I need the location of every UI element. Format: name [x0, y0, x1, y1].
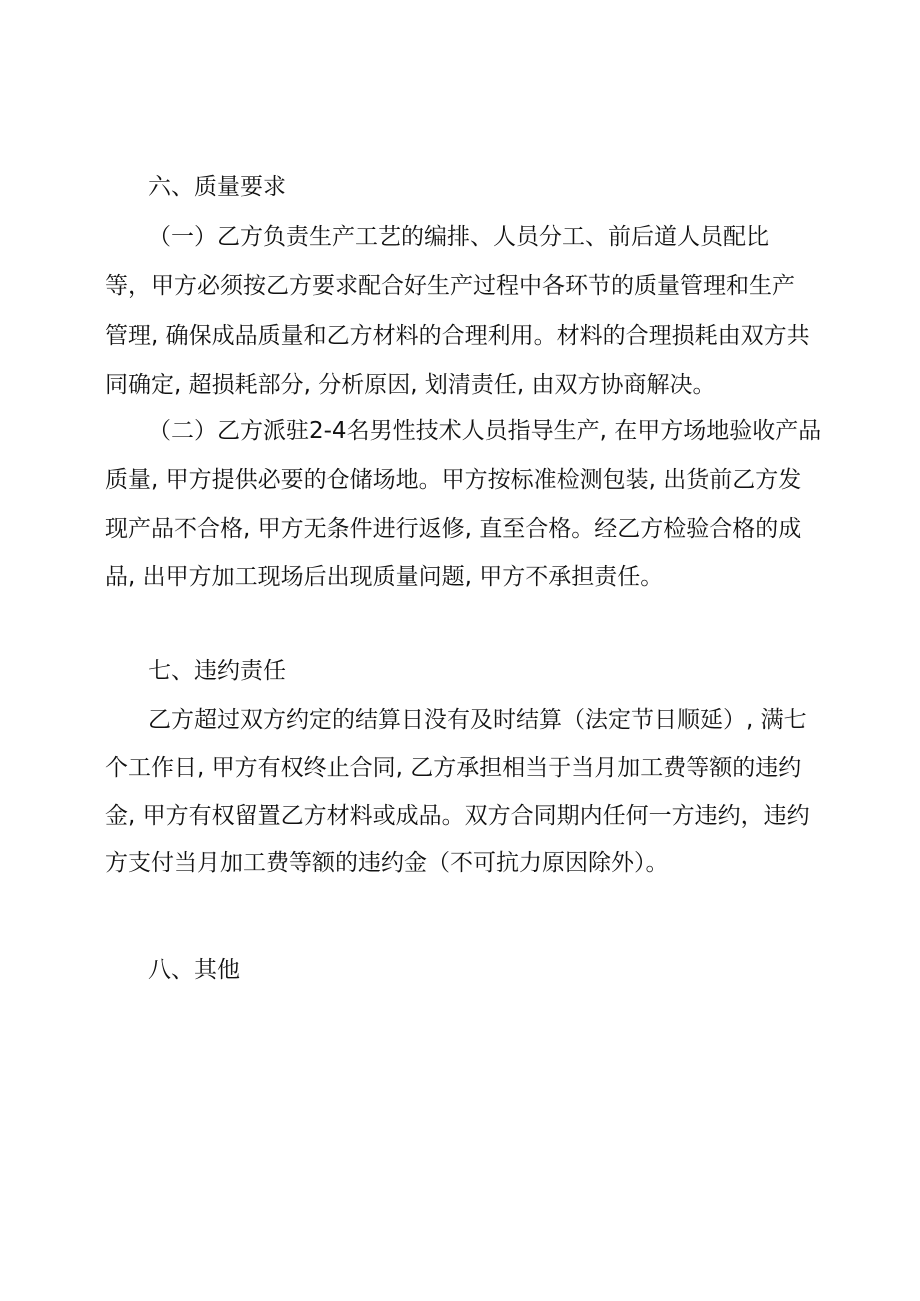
section-6-para-1-line-1: （一）乙方负责生产工艺的编排、人员分工、前后道人员配比 [148, 224, 769, 250]
section-7-para-1-line-2: 个工作日, 甲方有权终止合同, 乙方承担相当于当月加工费等额的违约 [105, 755, 802, 781]
section-7-para-1-line-3: 金, 甲方有权留置乙方材料或成品。双方合同期内任何一方违约，违约 [105, 803, 810, 829]
section-7-para-1-line-4: 方支付当月加工费等额的违约金（不可抗力原因除外）。 [105, 850, 669, 876]
section-6-para-1-line-3: 管理, 确保成品质量和乙方材料的合理利用。材料的合理损耗由双方共 [105, 323, 810, 349]
section-6-para-2-line-3: 现产品不合格, 甲方无条件进行返修, 直至合格。经乙方检验合格的成 [105, 516, 802, 542]
section-6-para-2-line-1: （二）乙方派驻2-4名男性技术人员指导生产, 在甲方场地验收产品 [148, 418, 822, 444]
section-8-heading: 八、其他 [148, 957, 240, 983]
section-6-heading: 六、质量要求 [148, 174, 286, 200]
section-6-para-1-line-4: 同确定, 超损耗部分, 分析原因, 划清责任, 由双方协商解决。 [105, 372, 716, 398]
section-6-para-2-line-4: 品, 出甲方加工现场后出现质量问题, 甲方不承担责任。 [105, 564, 664, 590]
section-7-para-1-line-1: 乙方超过双方约定的结算日没有及时结算（法定节日顺延）, 满七 [148, 707, 807, 733]
section-7-heading: 七、违约责任 [148, 658, 286, 684]
section-6-para-1-line-2: 等，甲方必须按乙方要求配合好生产过程中各环节的质量管理和生产 [105, 273, 795, 299]
section-6-para-2-line-2: 质量, 甲方提供必要的仓储场地。甲方按标准检测包装, 出货前乙方发 [105, 467, 802, 493]
